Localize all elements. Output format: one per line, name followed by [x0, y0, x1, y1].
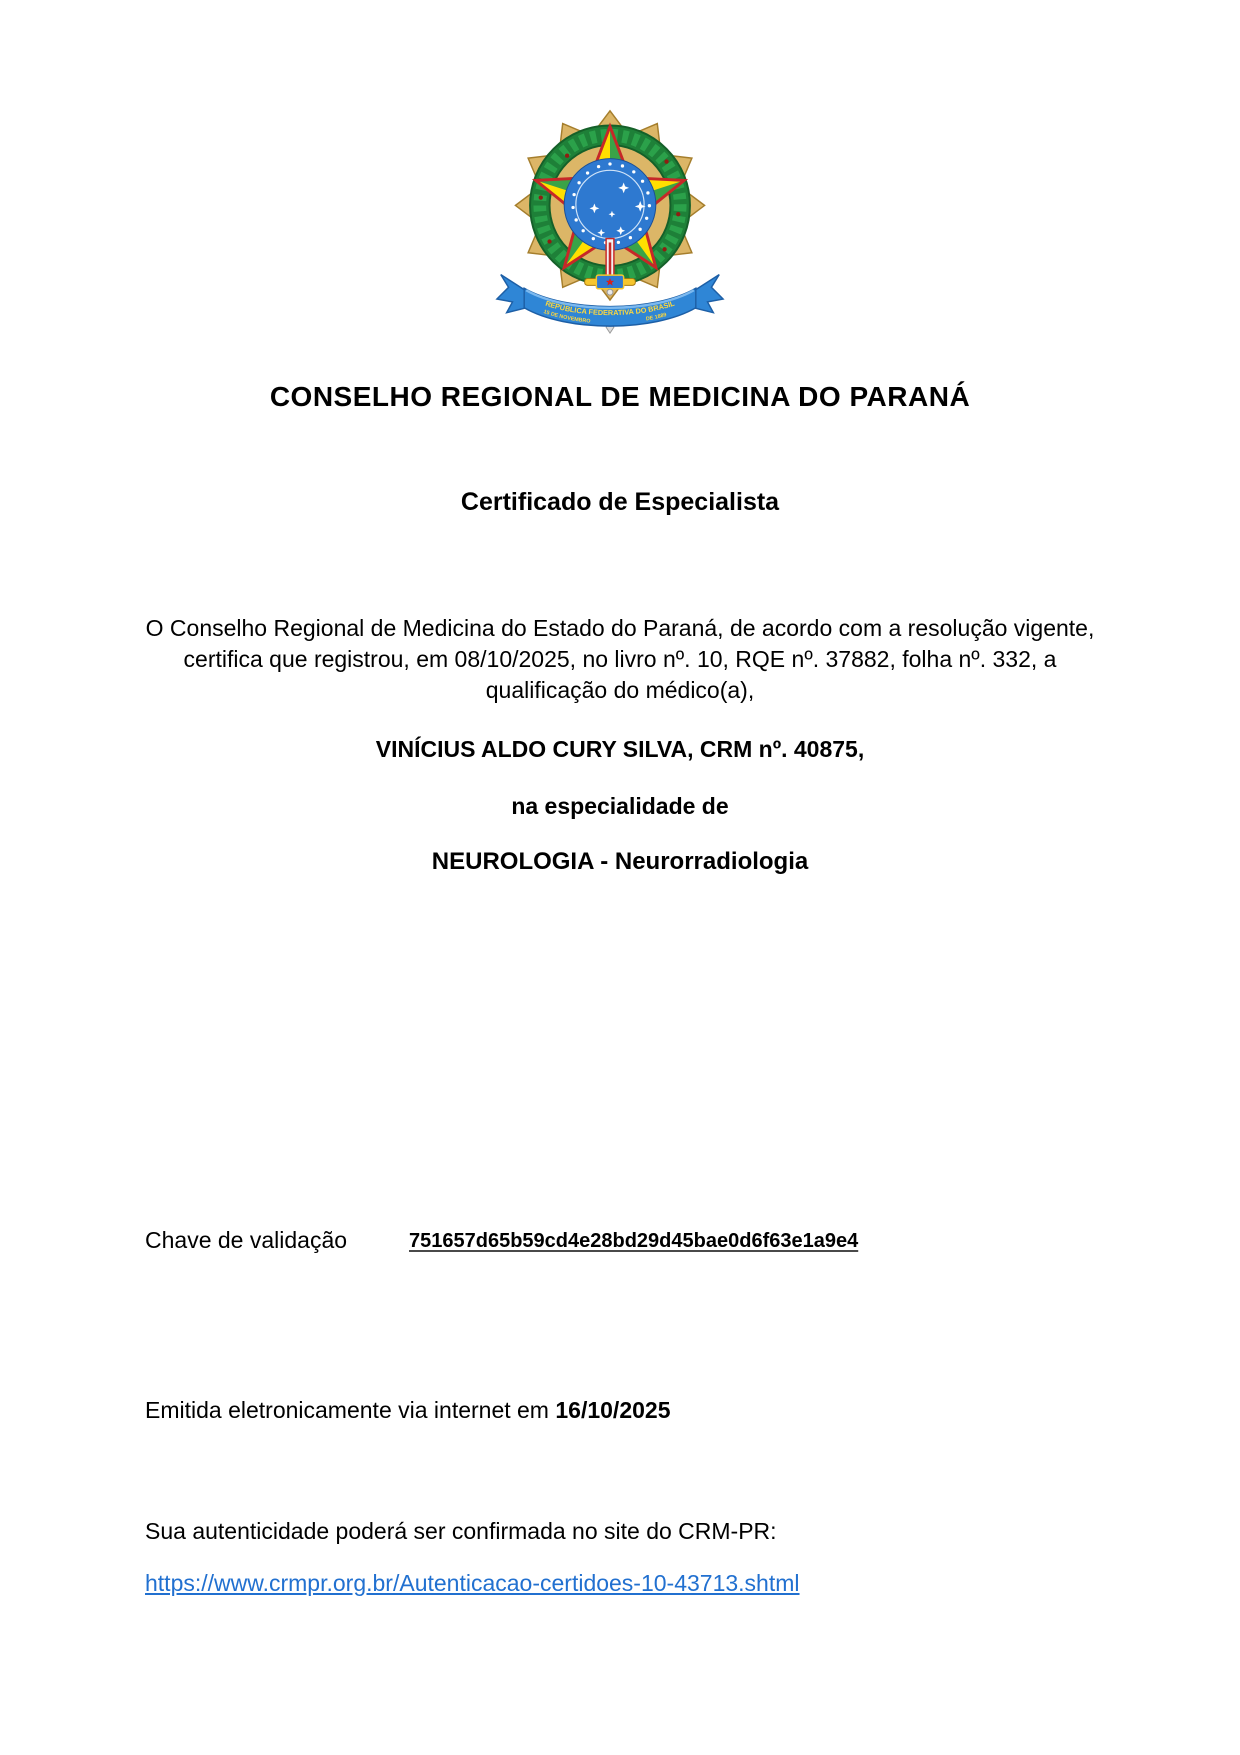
authenticity-link[interactable]: https://www.crmpr.org.br/Autenticacao-certidoes-10-43713.shtml	[145, 1570, 800, 1596]
authenticity-note: Sua autenticidade poderá ser confirmada no site do CRM-PR:	[145, 1518, 777, 1544]
brazil-coat-of-arms-icon	[492, 105, 728, 339]
ribbon-text: REPÚBLICA FEDERATIVA DO BRASIL	[544, 298, 676, 318]
validation-key-label: Chave de validação	[145, 1227, 348, 1253]
specialty-intro: na especialidade de	[511, 793, 729, 819]
validation-key-value: 751657d65b59cd4e28bd29d45bae0d6f63e1a9e4	[409, 1230, 859, 1252]
ribbon-date-left: 15 DE NOVEMBRO	[542, 308, 591, 325]
celestial-globe-icon	[564, 159, 656, 251]
issuance-prefix: Emitida eletronicamente via internet em	[145, 1397, 556, 1423]
ribbon-date-right: DE 1889	[645, 312, 668, 323]
issuance-date: 16/10/2025	[555, 1397, 671, 1423]
physician-name: VINÍCIUS ALDO CURY SILVA, CRM nº. 40875,	[375, 736, 865, 762]
certificate-subtitle: Certificado de Especialista	[460, 488, 780, 516]
issuance-line	[145, 1397, 671, 1424]
page-title: CONSELHO REGIONAL DE MEDICINA DO PARANÁ	[269, 381, 971, 412]
certificate-intro-paragraph: O Conselho Regional de Medicina do Estado do Paraná, de acordo com a resolução vigente, certifica que registrou, em 08/10/2025, no livro nº. 10, RQE nº. 37882, folha nº. 332, a qualificação do médico(a),	[145, 615, 1095, 703]
specialty-name: NEUROLOGIA - Neurorradiologia	[431, 848, 809, 875]
